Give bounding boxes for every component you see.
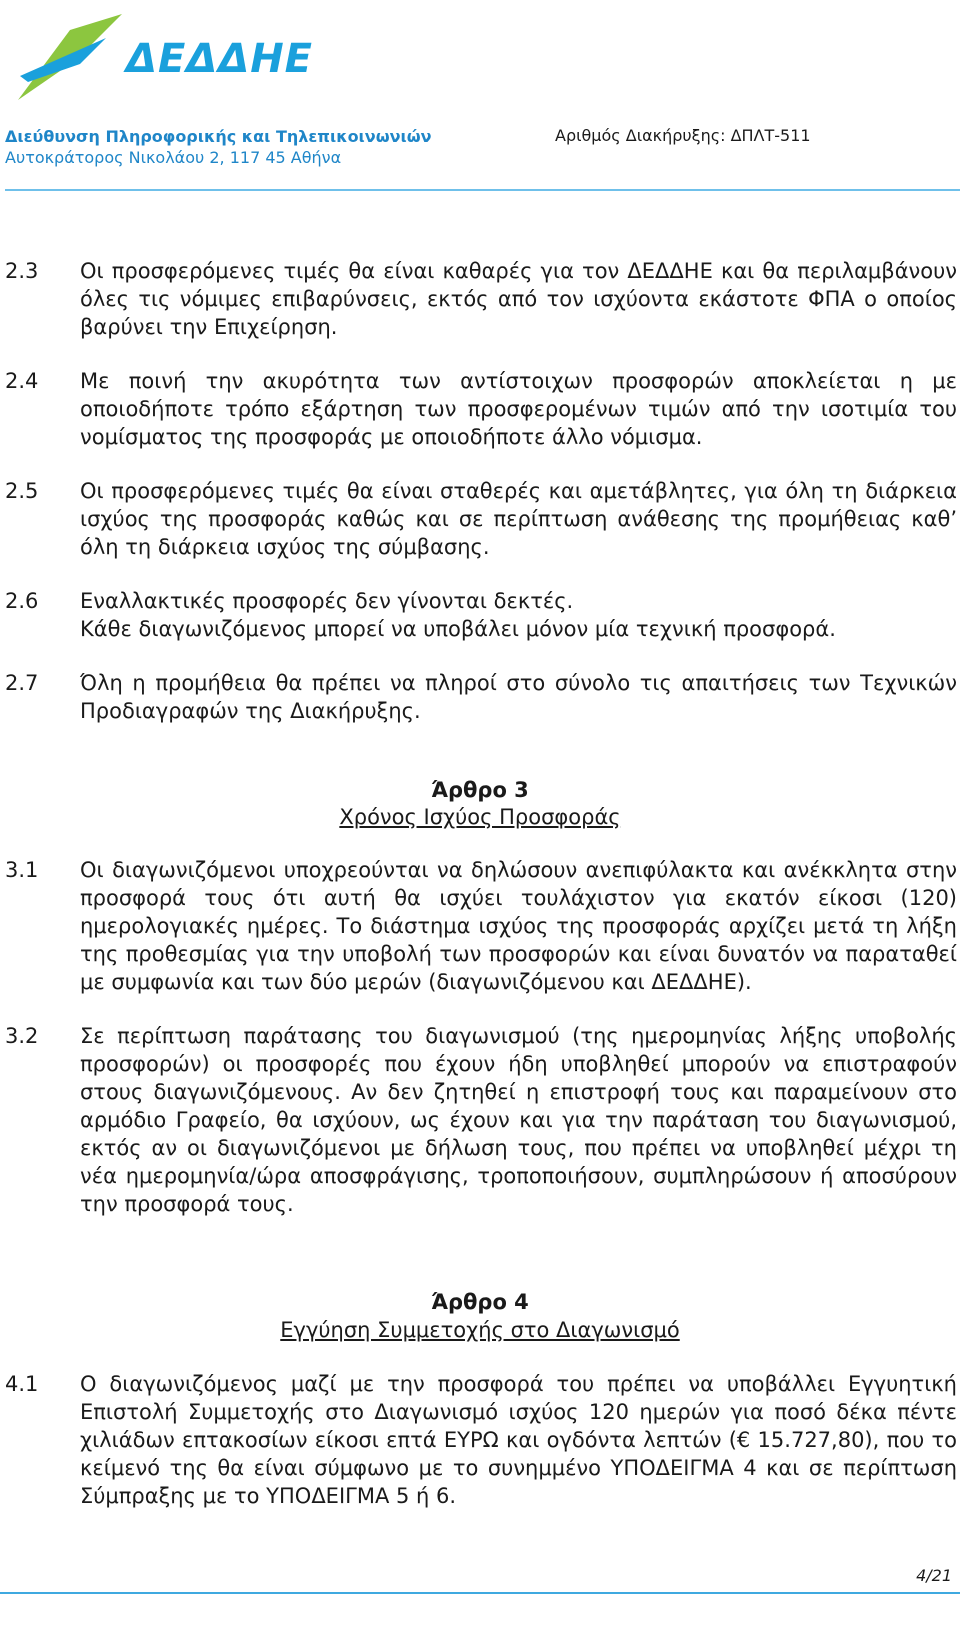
clause-2-4 <box>0 367 960 451</box>
clauses-section-2 <box>0 257 960 725</box>
clause-text: Οι διαγωνιζόμενοι υποχρεούνται να δηλώσουν ανεπιφύλακτα και ανέκκλητα στην προσφορά τους ότι αυτή θα ισχύει τουλάχιστον για εκατόν είκοσι (120) ημερολογιακές ημέρες. Το διάστημα ισχύος της προσφοράς αρχίζει μετά τη λήξη της προθεσμίας για την υποβολή των προσφορών και είναι δυνατόν να παραταθεί με συμφωνία και των δύο μερών (διαγωνιζόμενου και ΔΕΔΔΗΕ). <box>80 858 957 994</box>
clause-2-6 <box>0 587 960 643</box>
clause-number: 2.7 <box>5 671 39 695</box>
logo-bolt-icon <box>10 8 130 108</box>
article-4-title: Άρθρο 4 <box>431 1290 529 1314</box>
clause-2-7 <box>0 669 960 725</box>
clauses-section-3 <box>0 856 960 1218</box>
clause-text: Όλη η προμήθεια θα πρέπει να πληροί στο σύνολο τις απαιτήσεις των Τεχνικών Προδιαγραφών της Διακήρυξης. <box>80 671 957 723</box>
clause-3-2 <box>0 1022 960 1218</box>
footer-divider <box>0 1592 960 1594</box>
clause-number: 3.2 <box>5 1024 39 1048</box>
clause-3-1 <box>0 856 960 996</box>
clause-4-1 <box>0 1370 960 1510</box>
clause-2-3 <box>0 257 960 341</box>
article-3-title: Άρθρο 3 <box>431 778 529 802</box>
clause-number: 2.4 <box>5 369 39 393</box>
department-name: Διεύθυνση Πληροφορικής και Τηλεπικοινωνιών <box>5 127 432 146</box>
header-info <box>5 126 432 168</box>
clause-number: 4.1 <box>5 1372 39 1396</box>
header-divider <box>5 189 960 191</box>
clauses-section-4 <box>0 1370 960 1510</box>
declaration-number: Αριθμός Διακήρυξης: ΔΠΛΤ-511 <box>555 126 811 145</box>
clause-number: 2.3 <box>5 259 39 283</box>
clause-text: Οι προσφερόμενες τιμές θα είναι καθαρές για τον ΔΕΔΔΗΕ και θα περιλαμβάνουν όλες τις νόμιμες επιβαρύνσεις, εκτός από τον ισχύοντα εκάστοτε ΦΠΑ ο οποίος βαρύνει την Επιχείρηση. <box>80 259 957 339</box>
clause-2-5 <box>0 477 960 561</box>
article-3-subtitle: Χρόνος Ισχύος Προσφοράς <box>339 805 621 829</box>
clause-text: Εναλλακτικές προσφορές δεν γίνονται δεκτές. <box>80 589 574 613</box>
clause-text: Με ποινή την ακυρότητα των αντίστοιχων προσφορών αποκλείεται η με οποιοδήποτε τρόπο εξάρτηση των προσφερομένων τιμών από την ισοτιμία του νομίσματος της προσφοράς με οποιοδήποτε άλλο νόμισμα. <box>80 369 957 449</box>
clause-number: 2.6 <box>5 589 39 613</box>
logo-text: ΔΕΔΔΗΕ <box>126 36 313 82</box>
page-number: 4/21 <box>916 1566 952 1585</box>
clause-text: Ο διαγωνιζόμενος μαζί με την προσφορά του πρέπει να υποβάλλει Εγγυητική Επιστολή Συμμετοχής στο Διαγωνισμό ισχύος 120 ημερών για ποσό δέκα πέντε χιλιάδων επτακοσίων είκοσι επτά ΕΥΡΩ και ογδόντα λεπτών (€ 15.727,80), που το κείμενό της θα είναι σύμφωνο με το συνημμένο ΥΠΟΔΕΙΓΜΑ 4 και σε περίπτωση Σύμπραξης με το ΥΠΟΔΕΙΓΜΑ 5 ή 6. <box>80 1372 957 1508</box>
clause-text: Σε περίπτωση παράτασης του διαγωνισμού (της ημερομηνίας λήξης υποβολής προσφορών) οι προσφορές που έχουν ήδη υποβληθεί μπορούν να επιστραφούν στους διαγωνιζόμενους. Αν δεν ζητηθεί η επιστροφή τους και παραμείνουν στο αρμόδιο Γραφείο, θα ισχύουν, ως έχουν και για την παράταση του διαγωνισμού, εκτός αν οι διαγωνιζόμενοι με δήλωση τους, που πρέπει να υποβληθεί μέχρι τη νέα ημερομηνία/ώρα αποσφράγισης, τροποποιήσουν, συμπληρώσουν ή αποσύρουν την προσφορά τους. <box>80 1024 957 1216</box>
clause-text: Οι προσφερόμενες τιμές θα είναι σταθερές και αμετάβλητες, για όλη τη διάρκεια ισχύος της προσφοράς καθώς και σε περίπτωση ανάθεσης της προμήθειας καθ’ όλη τη διάρκεια ισχύος της σύμβασης. <box>80 479 957 559</box>
company-logo <box>10 8 313 108</box>
clause-number: 3.1 <box>5 858 39 882</box>
department-address: Αυτοκράτορος Νικολάου 2, 117 45 Αθήνα <box>5 148 342 167</box>
clause-text-second-line: Κάθε διαγωνιζόμενος μπορεί να υποβάλει μόνον μία τεχνική προσφορά. <box>80 617 836 641</box>
clause-number: 2.5 <box>5 479 39 503</box>
article-4-subtitle: Εγγύηση Συμμετοχής στο Διαγωνισμό <box>280 1318 680 1342</box>
